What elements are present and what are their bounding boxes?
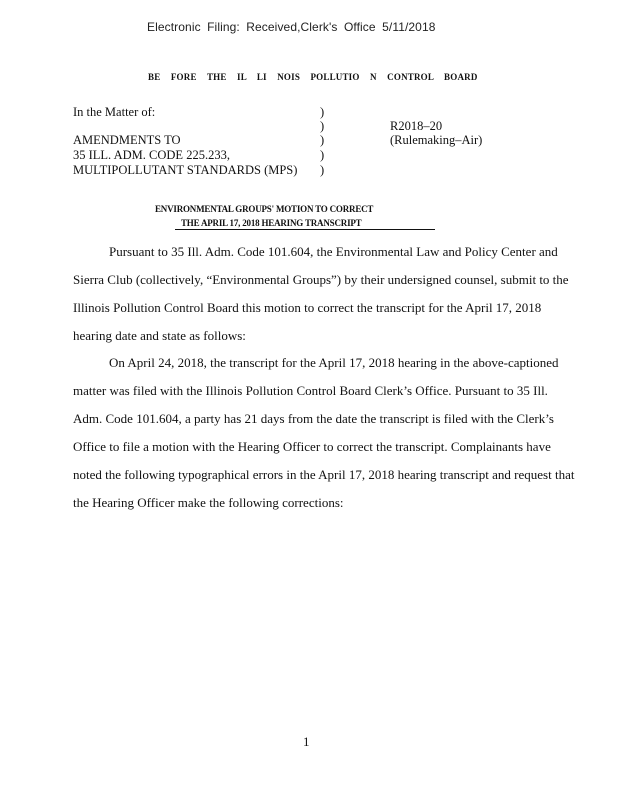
caption-code-line: 35 ILL. ADM. CODE 225.233, bbox=[73, 148, 230, 162]
caption-paren: ) bbox=[320, 133, 325, 147]
body-line: Office to file a motion with the Hearing Officer to correct the transcript. Complainants have bbox=[73, 439, 551, 454]
body-line: Sierra Club (collectively, “Environmental Groups”) by their undersigned counsel, submit to the bbox=[73, 272, 569, 287]
body-line: the Hearing Officer make the following corrections: bbox=[73, 495, 344, 510]
docket-number: R2018–20 bbox=[390, 119, 443, 133]
caption-amendments-line: AMENDMENTS TO bbox=[73, 133, 181, 147]
body-line: Pursuant to 35 Ill. Adm. Code 101.604, the Environmental Law and Policy Center and bbox=[109, 244, 558, 259]
filing-stamp: Electronic Filing: Received,Clerk's Office 5/11/2018 bbox=[147, 20, 436, 34]
page-number: 1 bbox=[303, 734, 310, 749]
caption-paren: ) bbox=[320, 119, 325, 133]
caption-paren: ) bbox=[320, 163, 325, 177]
caption-paren: ) bbox=[320, 148, 325, 162]
body-line: matter was filed with the Illinois Pollution Control Board Clerk’s Office. Pursuant to 35 Ill. bbox=[73, 383, 548, 398]
docket-type: (Rulemaking–Air) bbox=[390, 133, 483, 147]
caption-matter-line: In the Matter of: bbox=[73, 105, 156, 119]
motion-title-line-2: THE APRIL 17, 2018 HEARING TRANSCRIPT bbox=[181, 218, 362, 228]
body-line: Adm. Code 101.604, a party has 21 days from the date the transcript is filed with the Clerk’s bbox=[73, 411, 554, 426]
body-line: On April 24, 2018, the transcript for the April 17, 2018 hearing in the above-captioned bbox=[109, 355, 559, 370]
caption-standards-line: MULTIPOLLUTANT STANDARDS (MPS) bbox=[73, 163, 298, 177]
body-line: noted the following typographical errors in the April 17, 2018 hearing transcript and request that bbox=[73, 467, 575, 482]
motion-title-line-1: ENVIRONMENTAL GROUPS' MOTION TO CORRECT bbox=[155, 204, 374, 214]
body-line: hearing date and state as follows: bbox=[73, 328, 246, 343]
body-line: Illinois Pollution Control Board this motion to correct the transcript for the April 17, 2018 bbox=[73, 300, 542, 315]
title-underline bbox=[175, 229, 435, 230]
board-heading: BE FORE THE IL LI NOIS POLLUTIO N CONTROL BOARD bbox=[148, 72, 478, 82]
caption-paren: ) bbox=[320, 105, 325, 119]
